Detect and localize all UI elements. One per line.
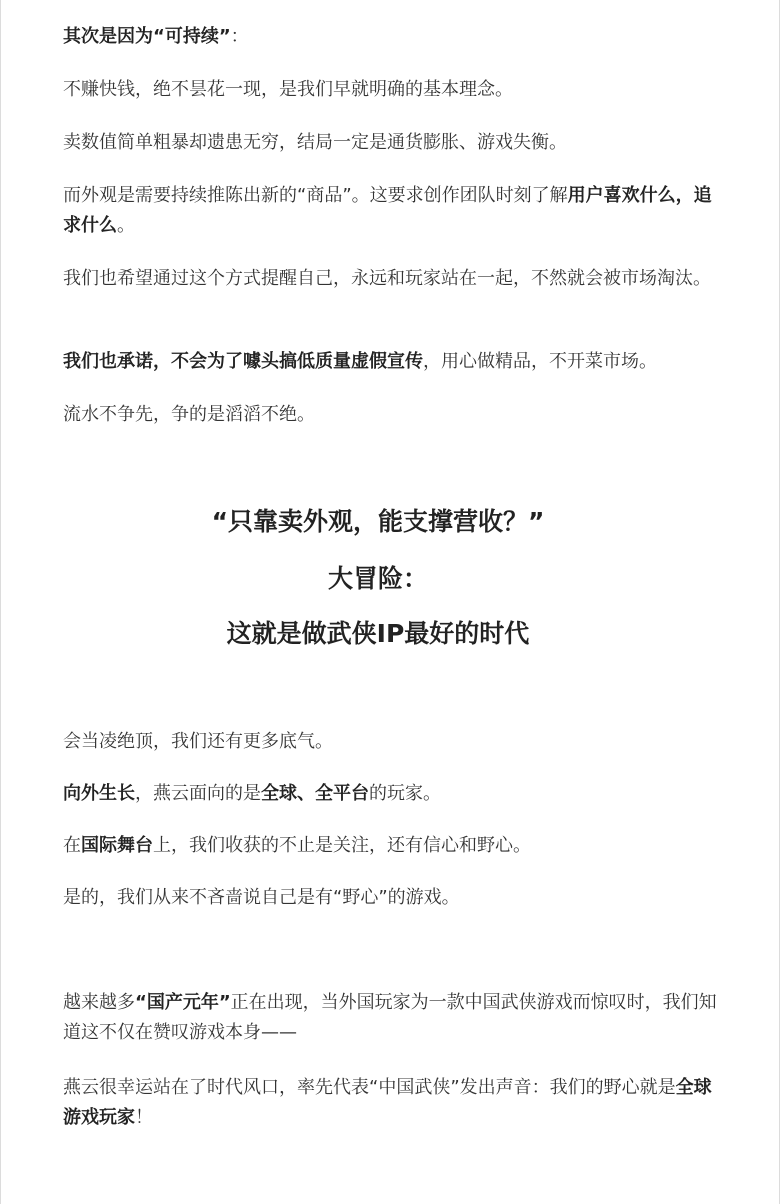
- paragraph-sustainability: [63, 22, 723, 52]
- bold-text: 全球游戏玩家: [63, 1077, 712, 1128]
- paragraph-domestic-era: [63, 988, 723, 1048]
- paragraph-promise: [63, 347, 723, 377]
- bold-text: 全球、全平台: [261, 783, 369, 804]
- paragraph-international: [63, 831, 723, 861]
- text: 在: [63, 835, 81, 856]
- paragraph-numbers: [63, 128, 723, 158]
- paragraph-principle: [63, 75, 723, 105]
- text: 流水不争先，争的是滔滔不绝。: [63, 404, 315, 425]
- text: ！: [135, 1107, 153, 1128]
- text: ，燕云面向的是: [135, 783, 261, 804]
- text: 而外观是需要持续推陈出新的“商品”。这要求创作团队时刻了解: [63, 185, 568, 206]
- bold-text: 用户喜欢什么，追求什么: [63, 185, 712, 236]
- text: 卖数值简单粗暴却遗患无穷，结局一定是通货膨胀、游戏失衡。: [63, 132, 567, 153]
- paragraph-flow: [63, 400, 723, 430]
- paragraph-confidence: [63, 727, 723, 757]
- text: 上，我们收获的不止是关注，还有信心和野心。: [153, 835, 531, 856]
- section-heading-line-2: 大冒险：: [327, 564, 428, 593]
- text: 会当凌绝顶，我们还有更多底气。: [63, 731, 333, 752]
- section-heading-line-3: 这就是做武侠IP最好的时代: [226, 619, 530, 648]
- paragraph-appearance: [63, 181, 723, 241]
- text: 不赚快钱，绝不昙花一现，是我们早就明确的基本理念。: [63, 79, 513, 100]
- text: 。: [117, 215, 135, 236]
- text: 我们也希望通过这个方式提醒自己，永远和玩家站在一起，不然就会被市场淘汰。: [63, 268, 711, 289]
- text: 是的，我们从来不吝啬说自己是有“野心”的游戏。: [63, 887, 460, 908]
- paragraph-global: [63, 779, 723, 809]
- paragraph-players: [63, 264, 723, 294]
- text: 越来越多: [63, 992, 135, 1013]
- bold-text: 其次是因为“可持续”: [63, 26, 231, 47]
- text: ，用心做精品，不开菜市场。: [423, 351, 657, 372]
- bold-text: 向外生长: [63, 783, 135, 804]
- bold-text: “国产元年”: [135, 992, 231, 1013]
- section-heading-line-1: “只靠卖外观，能支撑营收？”: [211, 507, 545, 536]
- bold-text: 国际舞台: [81, 835, 153, 856]
- text: ：: [230, 26, 249, 47]
- paragraph-global-players: [63, 1073, 723, 1133]
- page-left-border: [0, 0, 1, 1204]
- bold-text: 我们也承诺，不会为了噱头搞低质量虚假宣传: [63, 351, 423, 372]
- text: 的玩家。: [369, 783, 441, 804]
- text: 燕云很幸运站在了时代风口，率先代表“中国武侠”发出声音：我们的野心就是: [63, 1077, 676, 1098]
- paragraph-ambition: [63, 883, 723, 913]
- text: 正在出现，当外国玩家为一款中国武侠游戏而惊叹时，我们知道这不仅在赞叹游戏本身——: [63, 992, 717, 1043]
